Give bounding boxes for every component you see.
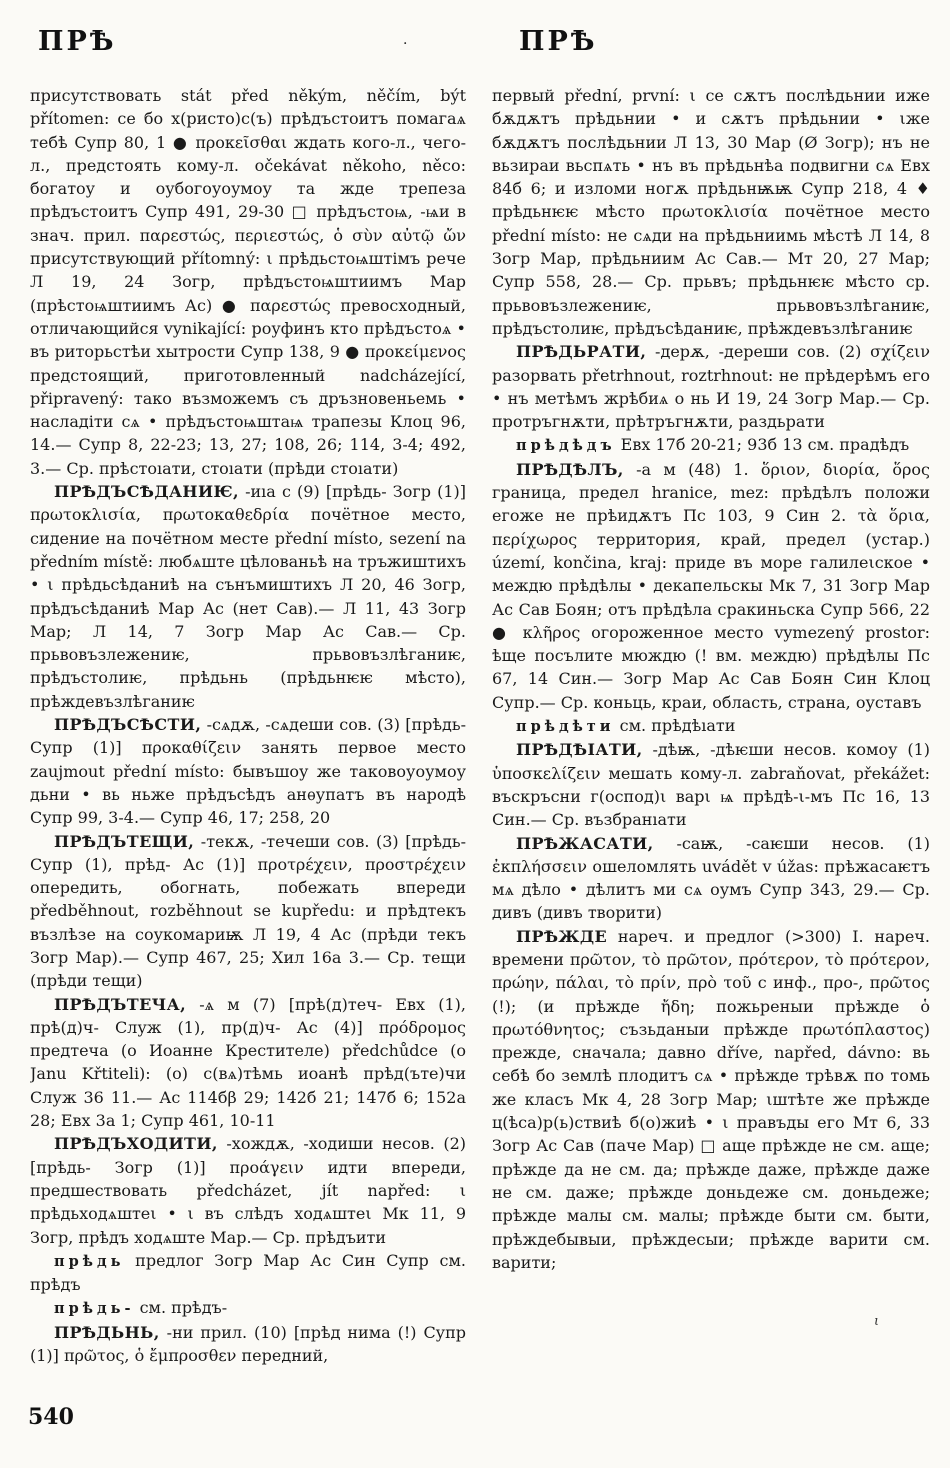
- entry-headword: ПРѢДЪТЕЩИ,: [54, 831, 195, 851]
- page-number: 540: [28, 1404, 74, 1430]
- entry-text: -саѭ, -саѥши несов. (1) ἐκπλήσσειν ошеломлять uvádět v úžas: прѣжасаѥтъ мѧ дѣло • дѣлитъ ми сѧ оумъ Супр 343, 29.— Ср. дивъ (дивъ творити): [492, 833, 930, 923]
- entry-text: Евх 17б 20-21; 93б 13 см. прадѣдъ: [615, 435, 910, 455]
- entry-text: предлог Зогр Мар Ас Син Супр см. прѣдъ: [30, 1250, 466, 1295]
- scan-artifact-dot: ·: [403, 36, 408, 52]
- entry-text: первый přední, první: ι се сѫтъ послѣдьнии иже бѫдѫтъ прѣдьнии • и сѫтъ прѣдьнии • ιже бѫдѫтъ послѣдьнии Л 13, 30 Мар (Ø Зогр); нъ не вьзираи вьспѧть • нъ въ прѣдьнѣа подвигни сѧ Евх 84б 6; и изломи ногѫ прѣдьнѭѭ Супр 218, 4 ♦ прѣдьнѥѥ мѣсто πρωτοκλισία почётное место přední místo: не сѧди на прѣдьниимь мѣстѣ Л 14, 8 Зогр Мар, прѣдьниим Ас Сав.— Мт 20, 27 Мар; Супр 558, 28.— Ср. прьвъ; прѣдьнѥѥ мѣсто ср. прьвовъзлежениѥ, прьвовъзлѣганиѥ, прѣдъстолиѥ, прѣдъсѣданиѥ, прѣждевъзлѣганиѥ: [492, 86, 930, 338]
- entry-text: -сѧдѫ, -сѧдеши сов. (3) [прѣдь- Супр (1)] προκαθίζειν занять первое место zaujmout přední místo: бывъшоу же таковоуоумоу дьни • вь ньже прѣдъсѣдъ анѳупатъ въ народѣ Супр 99, 3-4.— Супр 46, 17; 258, 20: [30, 715, 466, 828]
- entry-text: присутствовать stát před někým, něčím, být přítomen: се бо х(ристо)с(ъ) прѣдъстоитъ помагаѧ тебѣ Супр 80, 1 ● προκεῖσθαι ждать кого-л., чего-л., предстоять кому-л. očekávat někoho, něco: богатоу и оубогоуоумоу та жде трепеза прѣдъстоитъ Супр 491, 29-30 □ прѣдъстоѩ, -ѩи в знач. прил. παρεστώς, περιεστώς, ὁ σὺν αὐτῷ ὤν присутствующий přítomný: ι прѣдьстоѩштімъ рече Л 19, 24 Зогр, прѣдъстоѩштиимъ Мар (прѣстоѩштиимъ Ас) ● παρεστώς превосходный, отличающийся vynikající: роуфинъ кто прѣдъстоѧ • въ риторьстѣи хытрости Супр 138, 9 ● προκείμενος предстоящий, приготовленный nadcházející, připravený: тако възможемъ съ дръзновеньемь • насладіти сѧ • прѣдъстоѩштаѩ трапезы Клоц 96, 14.— Супр 8, 22-23; 13, 27; 108, 26; 114, 3-4; 492, 3.— Ср. прѣстоıати, стоıати (прѣди стоıати): [30, 86, 466, 478]
- entry-text: нареч. и предлог (>300) I. нареч. времени πρῶτον, τὸ πρῶτον, πρότερον, τὸ πρότερον, πρώην, πάλαι, τὸ πρίν, πρὸ τοῦ с инф., προ-, πρῶτος (!); (и прѣжде ἤδη; пожьреныи прѣжде ὁ πρωτόθνητος; съзьданыи прѣжде πρωτόπλαστος) прежде, сначала; давно dříve, napřed, dávno: вь себѣ бо землѣ плодитъ сѧ • прѣжде трѣвѫ по томь же класъ Мк 4, 28 Зогр Мар; ιштѣте же прѣжде ц(ѣса)р(ь)ствиѣ б(о)жиѣ • ι правъды его Мт 6, 33 Зогр Ас Сав (паче Мар) □ аще прѣжде не см. аще; прѣжде да не см. да; прѣжде даже, прѣжде даже не см. даже; прѣжде доньдеже см. доньдеже; прѣжде малы см. малы; прѣжде быти см. быти, прѣждебывыи, прѣждесыи; прѣжде варити см. варити;: [492, 926, 930, 1272]
- entry-headword: ПРѢЖАСАТИ,: [516, 833, 654, 853]
- entry-headword: прѣдь-: [54, 1300, 135, 1318]
- entry-text: см. прѣдѣıати: [614, 716, 736, 736]
- entry-headword: ПРѢДЬНЬ,: [54, 1322, 160, 1342]
- dictionary-entry: [30, 713, 466, 829]
- entry-headword: прѣдь: [54, 1252, 125, 1270]
- entry-text: -хождѫ, -ходиши несов. (2) [прѣдь- Зогр (1)] προάγειν идти впереди, предшествовать předcházet, jít napřed: ι прѣдьходѧштеι • ι въ слѣдъ ходѧштеι Мк 11, 9 Зогр, прѣдъ ходѧште Мар.— Ср. прѣдъити: [30, 1134, 466, 1247]
- entry-headword: ПРѢДЪТЕЧА,: [54, 994, 187, 1014]
- dictionary-entry: [492, 925, 930, 1274]
- dictionary-entry: [30, 1132, 466, 1248]
- dictionary-entry: [30, 1321, 466, 1368]
- dictionary-entry: [30, 830, 466, 993]
- dictionary-entry: [492, 832, 930, 925]
- entry-text: -ни прил. (10) [прѣд нима (!) Супр (1)] πρῶτος, ὁ ἔμπροσθεν передний,: [30, 1322, 466, 1366]
- entry-headword: ПРѢДЪСѢСТИ,: [54, 715, 202, 735]
- entry-headword: ПРѢДЬРАТИ,: [516, 342, 647, 362]
- dictionary-entry: [492, 738, 930, 831]
- dictionary-entry-continuation: [30, 84, 466, 480]
- column-right: [492, 84, 930, 1402]
- entry-text: -дерѫ, -дереши сов. (2) σχίζειν разорвать přetrhnout, roztrhnout: не прѣдерѣмъ его • нъ метѣмъ жрѣбиѧ о нь И 19, 24 Зогр Мар.— Ср. протръгнѫти, прѣтръгнѫти, раздьрати: [492, 342, 930, 432]
- entry-text: -а м (48) 1. ὅριον, διορία, ὅρος граница, предел hranice, mez: прѣдѣлъ положи егоже не прѣидѫтъ Пс 103, 9 Син 2. τὰ ὅρια, περίχωρος территория, край, предел (устар.) území, končina, kraj: приде въ море галилеιское • междю прѣдѣлы • декапельскы Мк 7, 31 Зогр Мар Ас Сав Боян; отъ прѣдѣла сракиньска Супр 566, 22 ● κλῆρος огороженное место vymezený prostor: ѣще посълите мюждю (! вм. междю) прѣдѣлы Пс 67, 14 Син.— Зогр Мар Ас Сав Боян Син Клоц Супр.— Ср. коньць, краи, область, страна, оуставъ: [492, 459, 930, 712]
- dictionary-entry: [30, 993, 466, 1133]
- dictionary-cross-reference: [30, 1296, 466, 1320]
- entry-text: -ѧ м (7) [прѣ(д)теч- Евх (1), прѣ(д)ч- Служ (1), пр(д)ч- Ас (4)] πρόδρομος предтеча (о Иоанне Крестителе) předchůdce (о Janu Křtiteli): (о) с(вѧ)тѣмь иоанѣ прѣд(ъте)чи Служ 36 11.— Ас 114бβ 29; 142б 21; 147б 6; 152а 28; Евх 3а 1; Супр 461, 10-11: [30, 994, 466, 1131]
- dictionary-entry: [492, 340, 930, 433]
- dictionary-entry: [492, 458, 930, 714]
- dictionary-entry: [30, 480, 466, 713]
- column-left: [30, 84, 466, 1402]
- running-head-left: ПРѢ: [38, 26, 117, 57]
- dictionary-entry-continuation: [492, 84, 930, 340]
- dictionary-cross-reference: [492, 433, 930, 457]
- entry-headword: ПРѢЖДЕ: [516, 926, 608, 946]
- scan-artifact-mark: ι: [874, 1314, 880, 1329]
- entry-headword: ПРѢДЪХОДИТИ,: [54, 1134, 218, 1154]
- entry-headword: ПРѢДѢЛЪ,: [516, 459, 624, 479]
- running-head-right: ПРѢ: [519, 26, 598, 57]
- entry-text: -иıа с (9) [прѣдь- Зогр (1)] πρωτοκλισία, πρωτοκαθεδρία почётное место, сидение на почётном месте přední místo, sezení na předním místě: любѧште цѣлованьѣ на тръжиштихъ • ι прѣдьсѣданиѣ на сънъмиштихъ Л 20, 46 Зогр, прѣдъсѣданиѣ Мар Ас (нет Сав).— Л 11, 43 Зогр Мар; Л 14, 7 Зогр Мар Ас Сав.— Ср. прьвовъзлежениѥ, прьвовъзлѣганиѥ, прѣдъстолиѥ, прѣдьнь (прѣдьнѥѥ мѣсто), прѣждевъзлѣганиѥ: [30, 482, 466, 711]
- entry-headword: прѣдѣдъ: [516, 437, 616, 455]
- entry-text: см. прѣдъ-: [134, 1298, 228, 1318]
- entry-text: -текѫ, -течеши сов. (3) [прѣдь- Супр (1), прѣд- Ас (1)] προτρέχειν, προστρέχειν опередить, обогнать, побежать впереди předběhnout, rozběhnout se kupředu: и прѣдтекъ възлѣзе на соукомариѭ Л 19, 4 Ас (прѣди текъ Зогр Мар).— Супр 467, 25; Хил 16а 3.— Ср. тещи (прѣди тещи): [30, 831, 466, 991]
- entry-text: -дѣѭ, -дѣѥши несов. комоу (1) ὑποσκελίζειν мешать кому-л. zabraňovat, překážet: въскръсни г(оспод)ι варι ѩ прѣдѣ-ι-мъ Пс 16, 13 Син.— Ср. възбранıати: [492, 740, 930, 830]
- dictionary-cross-reference: [30, 1249, 466, 1297]
- dictionary-cross-reference: [492, 714, 930, 738]
- entry-headword: ПРѢДѢІАТИ,: [516, 740, 643, 760]
- entry-headword: ПРѢДЪСѢДАНИѤ,: [54, 482, 239, 502]
- entry-headword: прѣдѣти: [516, 718, 615, 736]
